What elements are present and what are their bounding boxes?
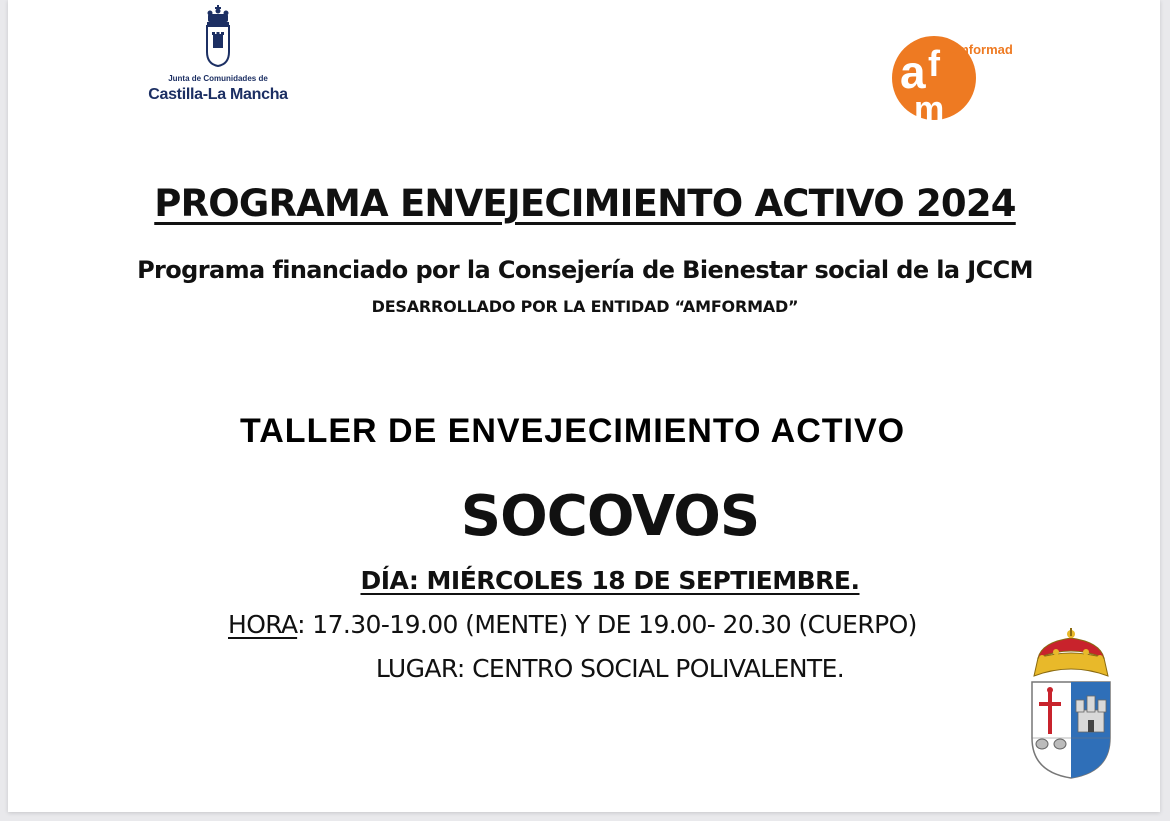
- funding-statement: Programa financiado por la Consejería de Bienestar social de la JCCM: [137, 256, 1033, 284]
- event-place: LUGAR: CENTRO SOCIAL POLIVALENTE.: [375, 654, 845, 683]
- socovos-coat-of-arms-icon: [1028, 628, 1114, 780]
- amformad-logo: [880, 28, 1040, 128]
- program-title: PROGRAMA ENVEJECIMIENTO ACTIVO 2024: [154, 182, 1016, 225]
- event-hour-value: : 17.30-19.00 (MENTE) Y DE 19.00- 20.30 (CUERPO): [297, 610, 917, 639]
- town-name: SOCOVOS: [460, 484, 760, 549]
- event-hour-label: HORA: [228, 610, 298, 639]
- svg-text:a: a: [900, 46, 926, 98]
- jccm-logo-line1: Junta de Comunidades de: [168, 74, 268, 83]
- crowned-shield-icon: [128, 4, 308, 72]
- svg-text:f: f: [928, 43, 940, 84]
- developer-statement: DESARROLLADO POR LA ENTIDAD “AMFORMAD”: [371, 297, 799, 316]
- jccm-logo-line2: Castilla-La Mancha: [148, 86, 288, 103]
- jccm-logo: [128, 4, 308, 114]
- svg-text:m: m: [914, 90, 945, 128]
- amformad-wordmark: amformad: [950, 42, 1013, 57]
- workshop-title: TALLER DE ENVEJECIMIENTO ACTIVO: [240, 412, 906, 450]
- event-day: DÍA: MIÉRCOLES 18 DE SEPTIEMBRE.: [360, 566, 860, 595]
- socovos-coat-of-arms: [1028, 628, 1114, 780]
- event-hour: [228, 610, 1028, 639]
